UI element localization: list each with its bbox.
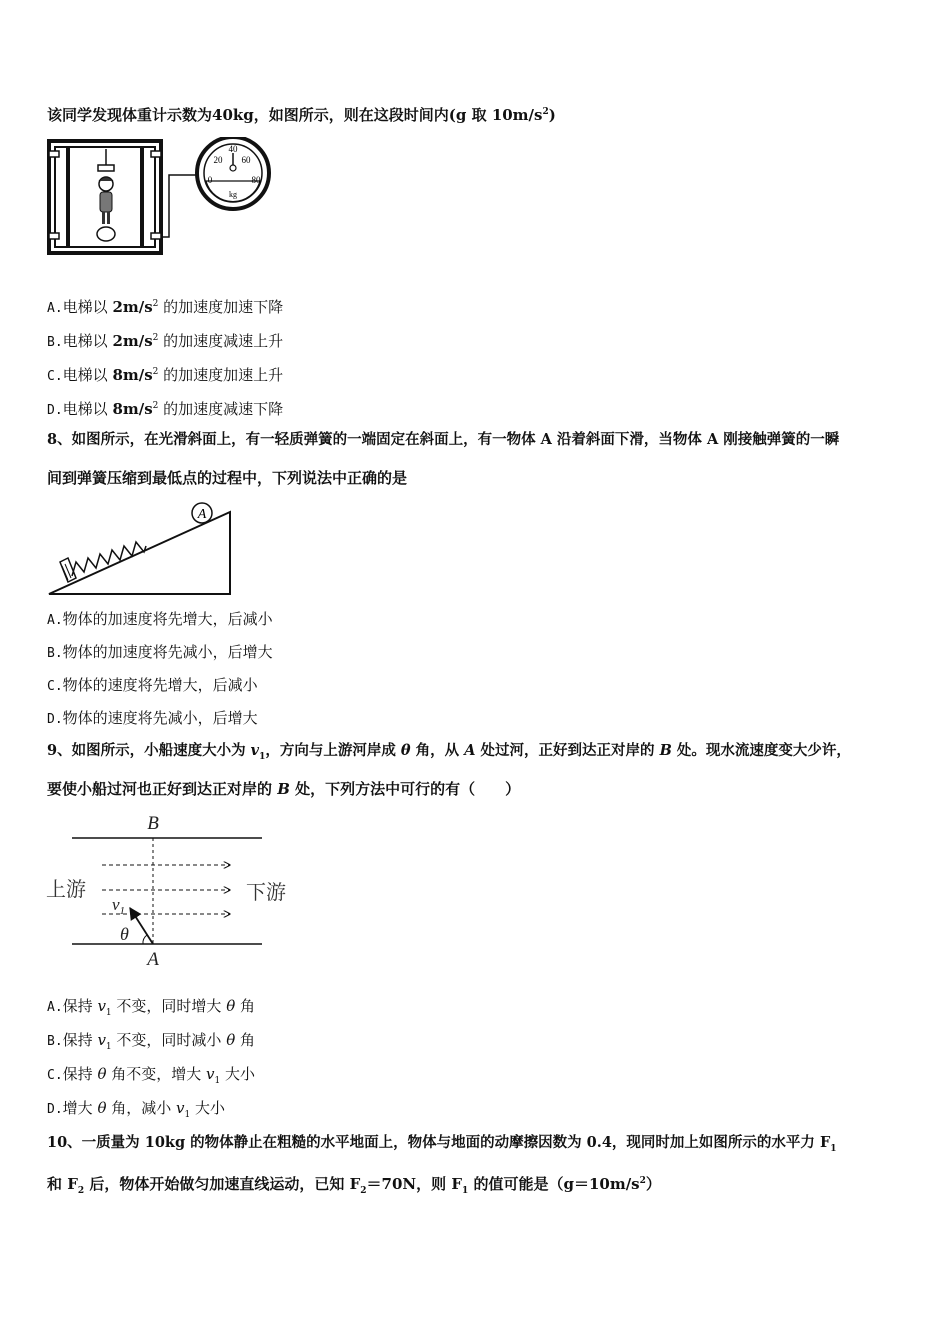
q7-option-c-val: 8m/s [112,366,153,384]
q7-option-c-letter: C. [47,369,63,384]
label-a: A [147,949,159,970]
dial-tick-60: 60 [241,155,251,165]
label-v-sub: 1 [119,905,126,917]
q7-option-a-post: 的加速度加速下降 [158,298,284,316]
q10-l1-a: 10、一质量为 10kg 的物体静止在粗糙的水平地面上，物体与地面的动摩擦因数为 0.4，现同时加上如图所示的水平力 F [47,1134,831,1151]
q7-option-a-sup: 2 [152,299,159,309]
q9-stem-line1 [47,741,851,767]
q10-l2-sub2: 2 [360,1186,367,1196]
q10-l2-e: ） [645,1175,661,1193]
q9-option-a-post: 不变，同时增大 [111,997,227,1015]
q7-option-a[interactable] [47,294,283,319]
label-upstream: 上游 [46,877,86,901]
q10-l2-d: 的值可能是（g＝10m/s [468,1175,640,1193]
incline-spring-figure [46,500,236,598]
q9-l1-b: ，方向与上游河岸成 [265,742,401,759]
q8-option-d-text: 物体的速度将先减小，后增大 [62,709,258,727]
dial-tick-0: 0 [207,175,213,185]
q7-intro-suffix: ，如图所示，则在这段时间内(g 取 10m/s [253,106,543,124]
q9-option-b-end: 角 [235,1031,256,1049]
q8-option-b-text: 物体的加速度将先减小，后增大 [62,643,273,661]
q9-l1-A: A [464,742,476,759]
q8-option-c-text: 物体的速度将先增大，后减小 [62,676,258,694]
q7-option-d-val: 8m/s [112,400,153,418]
q9-option-d-letter: D. [47,1102,63,1117]
q7-intro-text: 该同学发现体重计示数为 [47,106,213,124]
q9-l2-B: B [277,780,290,798]
q9-option-c-pre: 保持 [62,1065,98,1083]
q10-l2-c: ＝70N，则 F [366,1175,462,1193]
q10-l2-b: 后，物体开始做匀加速直线运动，已知 F [84,1175,361,1193]
q8-stem-line2: 间到弹簧压缩到最低点的过程中，下列说法中正确的是 [47,469,408,487]
q9-option-a-end: 角 [235,997,256,1015]
q10-l2-sup: 2 [639,1176,646,1186]
q9-option-b-pre: 保持 [62,1031,98,1049]
q10-stem-line2 [47,1171,661,1201]
q8-option-d-letter: D. [47,712,63,727]
q9-l1-theta: θ [400,742,411,759]
object-a-label: A [197,507,207,522]
q7-option-b-pre: 电梯以 [62,332,113,350]
q9-option-d-end: 大小 [190,1099,226,1117]
q7-intro-value: 40kg [212,106,254,124]
q9-l2-a: 要使小船过河也正好到达正对岸的 [47,780,278,798]
label-v1 [112,895,125,917]
q8-option-c[interactable] [47,675,258,697]
q10-l2-sub1: 2 [77,1186,85,1196]
q9-l1-sub: 1 [259,751,266,762]
q7-option-b-post: 的加速度减速上升 [158,332,284,350]
q9-option-a[interactable] [47,996,255,1023]
dial-unit: kg [229,190,237,199]
q7-option-b[interactable] [47,328,283,353]
q9-option-c-v: v [206,1065,215,1083]
q10-l1-sub: 1 [830,1143,837,1154]
q8-stem-line1: 8、如图所示，在光滑斜面上，有一轻质弹簧的一端固定在斜面上，有一物体 A 沿着斜面下滑，当物体 A 刚接触弹簧的一瞬 [47,431,840,448]
dial-tick-20: 20 [213,155,223,165]
label-downstream: 下游 [246,880,286,904]
q7-option-b-val: 2m/s [112,332,153,350]
q9-option-c-letter: C. [47,1068,63,1083]
q9-option-d[interactable] [47,1098,225,1125]
q9-l2-b: 处，下列方法中可行的有（ ） [289,780,521,798]
q9-option-b-post: 不变，同时减小 [111,1031,227,1049]
q9-option-a-v: v [97,997,106,1015]
q7-option-b-sup: 2 [152,333,159,343]
q7-option-d-letter: D. [47,403,63,418]
q9-option-d-mid: 角，减小 [106,1099,177,1117]
dial-tick-80: 80 [251,175,261,185]
q8-option-b-letter: B. [47,646,63,661]
q9-option-a-theta: θ [226,997,236,1015]
q8-option-a-letter: A. [47,613,63,628]
q9-option-d-sub: 1 [184,1110,191,1120]
q9-l1-v: v [250,742,260,759]
q9-option-a-letter: A. [47,1000,63,1015]
q7-option-c-sup: 2 [152,367,159,377]
q9-option-c-sub: 1 [214,1076,221,1086]
q9-option-c-mid: 角不变，增大 [106,1065,207,1083]
q9-option-c[interactable] [47,1064,255,1091]
q9-l1-c: 角，从 [410,742,465,759]
q9-option-a-sub: 1 [105,1008,112,1018]
q8-option-c-letter: C. [47,679,63,694]
q7-option-a-val: 2m/s [112,298,153,316]
q7-option-d-pre: 电梯以 [62,400,113,418]
label-v: v [112,895,120,914]
q9-option-b[interactable] [47,1030,255,1057]
q10-l2-a: 和 F [47,1175,78,1193]
q9-l1-e: 处。现水流速度变大少许， [671,742,851,759]
q9-option-b-letter: B. [47,1034,63,1049]
dial-tick-40: 40 [228,144,238,154]
label-b: B [147,813,159,834]
q9-option-c-end: 大小 [220,1065,256,1083]
q8-option-a[interactable] [47,609,273,631]
q7-option-c[interactable] [47,362,283,387]
q8-option-b[interactable] [47,642,273,664]
q10-l2-sub3: 1 [461,1186,469,1196]
q7-option-b-letter: B. [47,335,63,350]
q9-l1-a: 9、如图所示，小船速度大小为 [47,742,251,759]
q8-option-a-text: 物体的加速度将先增大，后减小 [62,610,273,628]
q9-l1-B: B [659,742,672,759]
label-theta: θ [120,924,129,944]
q9-option-d-pre: 增大 [62,1099,98,1117]
q7-intro [47,102,556,125]
q9-option-b-theta: θ [226,1031,236,1049]
q9-option-a-pre: 保持 [62,997,98,1015]
q7-intro-sup: 2 [542,107,549,117]
q7-option-a-letter: A. [47,301,63,316]
q7-option-d[interactable] [47,396,283,421]
q7-option-d-sup: 2 [152,401,159,411]
q7-option-a-pre: 电梯以 [62,298,113,316]
q7-intro-end: ) [548,106,556,124]
river-crossing-figure [44,808,304,974]
q9-option-b-v: v [97,1031,106,1049]
q7-option-c-post: 的加速度加速上升 [158,366,284,384]
q9-option-d-v: v [176,1099,185,1117]
q9-l1-d: 处过河，正好到达正对岸的 [475,742,660,759]
q9-option-d-theta: θ [97,1099,107,1117]
q7-option-c-pre: 电梯以 [62,366,113,384]
q9-option-b-sub: 1 [105,1042,112,1052]
q10-stem-line1 [47,1133,837,1159]
elevator-scale-figure [46,137,276,259]
q7-option-d-post: 的加速度减速下降 [158,400,284,418]
q9-option-c-theta: θ [97,1065,107,1083]
q9-stem-line2 [47,779,520,799]
q8-option-d[interactable] [47,708,258,730]
